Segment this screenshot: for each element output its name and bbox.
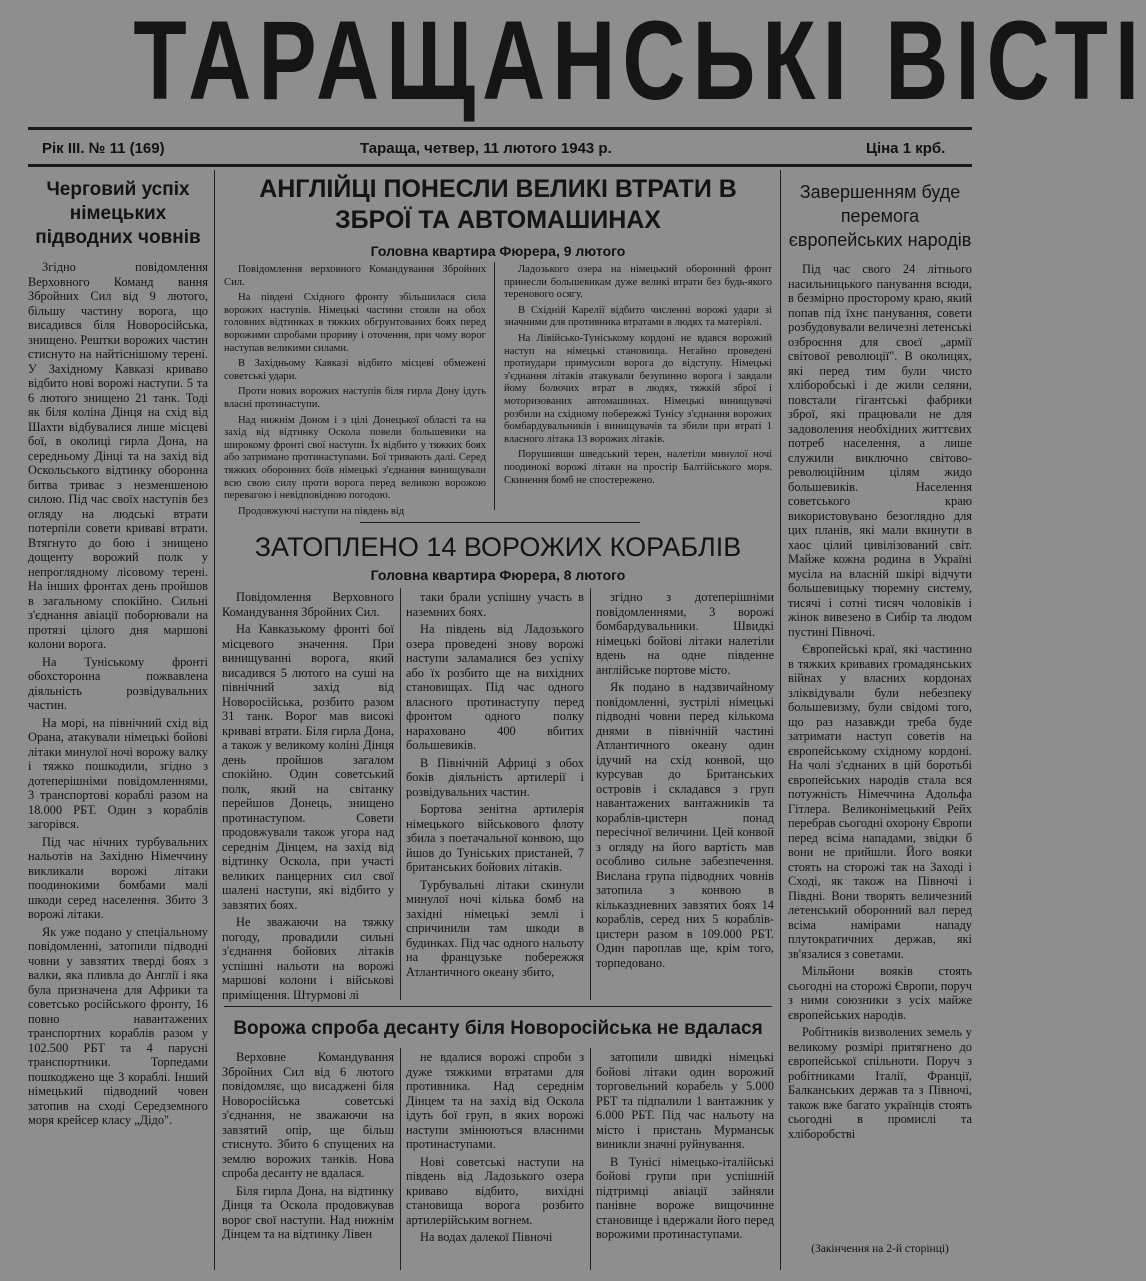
main-article-paragraph: Продовжуючі наступи на південь від <box>238 505 405 517</box>
masthead-rule-top <box>28 127 972 130</box>
column-divider-left <box>214 170 215 1270</box>
ships-article-paragraph: На Кавказькому фронті бої місцевого значення. При винищуванні ворога, який висадився 5 лютого на суші на північний захід від Новоросійська, розбито разом 31 танк. Ворог мав високі криваві втрати. Біля гирла Дона, а також у великому коліні Дінця день пройшов загалом спокійно. Один советський полк, який на світанку перейшов Донець, знищено протинаступом. Совети продовжували також угора над середнім Дінцем, на захід від відтинку Оскола, при участі великих панцерних сил свої шалені наступи, які відбито у завзятих боях. <box>222 622 394 912</box>
ships-article-dateline: Головна квартира Фюрера, 8 лютого <box>370 567 626 583</box>
landing-article-paragraph: Верховне Командування Збройних Сил від 6 лютого повідомляє, що висаджені біля Новоросійська советські з'єднання, не зважаючи на завзятий опір, ще більш стиснуто. Збито 6 спущених на землю ворожих танків. Нова спроба десанту не вдалася. <box>222 1050 394 1180</box>
ships-article-paragraph: згідно з дотеперішніми повідомленнями, 3 ворожі бомбардувальники. Швидкі німецькі бойові літаки налетіли вдень на одне південне англійське портове місто. <box>596 590 774 677</box>
landing-article-paragraph: затопили швидкі німецькі бойові літаки один ворожий торговельний корабель у 5.000 РБТ та підпалили 1 вантажник у 6.000 РБТ. Під час нальоту на місто і пристань Мурманськ виникли значні руйнування. <box>596 1050 774 1151</box>
column-divider-main <box>494 262 495 510</box>
right-article-headline: Завершенням буде перемога європейських народів <box>788 182 972 250</box>
ships-article-paragraph: В Північній Африці з обох боків діяльність артилерії і розвідувальних частин. <box>406 755 584 799</box>
right-article-paragraph: Під час свого 24 літнього насильницького панування всюди, в безмірно просторому краю, який попав під їхнє панування, совети розбудовували величезні летенські озброєння для своєї „армії світової революції". В околицях, які перед тим були чисто хліборобські і де жили селяни, повстали гігантські фабрики зброї, які працювали не для задоволення необхідних життєвих потреб населення, а лише служили виключно світово-революційним цілям жидо большевиків. Населення советського краю використовувано безоглядно для цих планів, які мали вкинути в хаос цілий цивілізований світ. Майже кожна родина в Україні мусіла на власній шкірі відчути большевицьку тюремну систему, тисячі і сотні тисяч чоловіків і жінок вивезено в Сибір та людом пустині Півночі. <box>788 262 972 639</box>
left-article-paragraph: На морі, на північний схід від Орана, атакували німецькі бойові літаки минулої ночі ворожу валку і тяжко пошкодили, згідно з дотеперішніми повідомленнями, 3 транспортові кораблі разом на 18.000 РБТ. Один з кораблів загорівся. <box>28 715 208 831</box>
ships-article-paragraph: Турбувальні літаки скинули минулої ночі кілька бомб на західні німецькі землі і спричинили там шкоди в будинках. Під час одного нальоту на французьке побережжя Атлантичного океану збито, <box>406 877 584 979</box>
landing-article-paragraph: Нові советські наступи на південь від Ладозького озера криваво відбито, вихідні становища ворога розбито артилерійським вогнем. <box>406 1154 584 1227</box>
main-article-headline: АНГЛІЙЦІ ПОНЕСЛИ ВЕЛИКІ ВТРАТИ В ЗБРОЇ ТА АВТОМАШИНАХ <box>259 175 737 234</box>
left-article-paragraph: На Туніському фронті обохсторонна пожвавлена діяльність розвідувальних частин. <box>28 654 208 712</box>
landing-article-paragraph: На водах далекої Півночі <box>420 1230 553 1244</box>
right-article-paragraph: Європейські краї, які частинно в тяжких кривавих громадянських війнах у власних кордонах зліквідували були небезпеку большевизму, були свідомі того, що раз назавжди треба буде затримати наступ советів на європейському східному кордоні. На чолі з'єднаних в цій боротьбі європейських народів стала вся потужність Німеччина Адольфа Гітлера. Великонімецький Рейх перебрав сьогодні охорону Європи перед всіма нападами, звідки б вони не прийшли. Його вояки стоять на сторожі так на Заході і Сході, як також на Півночі і Півдні. Вони творять величезний летенський оборонний вал перед всіма намірами нападу плутократичних держав, які зв'язалися з советами. <box>788 642 973 961</box>
landing-article-headline: Ворожа спроба десанту біля Новоросійська не вдалася <box>233 1018 763 1039</box>
column-divider-ships-1 <box>400 588 401 1000</box>
main-article-paragraph: Повідомлення верховного Командування Збройних Сил. <box>224 264 486 288</box>
left-article-paragraph: Як уже подано у спеціальному повідомленні, затопили підводні човни у завзятих тверді боях з валки, яка пливла до Англії і яка була призначена для Африки та советсько російського фронту, 16 повно навантажених транспортних кораблів разом у 102.500 РБТ та 4 паруснi транспортники. Торпедами пошкоджено ще 3 кораблі. Інший німецький підводний човен затопив на сході Середземного моря крейсер класу „Дідо". <box>28 924 208 1127</box>
landing-article-paragraph: В Тунісі німецько-італійські бойові групи при успішній підтримці авіації зайняли панівне вороже вищочинне становище і вдержали його перед ворожими протинаступами. <box>596 1154 774 1241</box>
main-article-col2 <box>504 264 772 512</box>
left-article-headline: Черговий успіх німецьких підводних човнів <box>35 179 201 248</box>
main-article-dateline: Головна квартира Фюрера, 9 лютого <box>370 243 626 259</box>
main-article-paragraph: Над нижнім Доном і з цілі Донецької області та на захід від відтинку Оскола повели большевики на широкому фронті свої наступи. Їх відбито у тяжких боях або затримано протинаступами. Бої тривають далі. Серед тяжких оборонних боїв німецькі з'єднання винищували всю свою силу проти ворога перед великою ворожою перевагою і невідповідною погодою. <box>224 414 486 502</box>
masthead-rule-bottom <box>28 164 972 167</box>
separator-rule <box>224 1006 772 1007</box>
landing-article-col3 <box>596 1050 774 1272</box>
left-article-paragraph: Під час нічних турбувальних нальотів на Західню Німеччину викликали ворожі літаки поодинокими бомбами малі шкоди серед населення. Збито 3 ворожі літаки. <box>28 834 208 921</box>
place-date: Тараща, четвер, 11 лютого 1943 р. <box>360 140 612 157</box>
masthead-title: ТАРАЩАНСЬКІ ВІСТІ <box>133 0 1146 123</box>
column-divider-landing-1 <box>400 1048 401 1270</box>
ships-article-paragraph: Не зважаючи на тяжку погоду, провадили сильні з'єднання бойових літаків успішні нальоти на ворожі маршові колони і військові приміщення. Штурмові лі <box>222 915 394 1002</box>
right-article-paragraph: Мільйони вояків стоять сьогодні на сторожі Європи, поруч з ними союзники з усіх майже європейських народів. <box>788 964 972 1022</box>
ships-article-paragraph: Бортова зенітна артилерія німецького військового флоту збила з поетачальної конвою, що йшов до Туніських пристаней, 7 британських бойових літаків. <box>406 802 584 874</box>
right-article-body <box>788 262 972 1234</box>
ships-article-col2 <box>406 590 584 1000</box>
left-article-paragraph: Згідно повідомлення Верховного Команд вання Збройних Сил від 9 лютого, більшу частину ворога, що висадився біля Новоросійська, знищено. Рештки ворожих частин стиснуто на найтіснішому терені. У Західному Кавказі криваво відбито нові ворожі наступи. 5 та 6 лютого знищено 21 танк. Тоді як біля коліна Дінця на схід від Шахти відбувалися лише місцеві бої, в околиці гирла Дона, на середньому Дінці та на захід від Оскольського відтинку оборонна битва триває з незменшеною силою. Під час своїх наступів без огляду на людські втрати потерпіли совети криваві втрати. Втягнуто до бою і знищено дощенту ворожий полк у непроглядному лісовому терені. На інших фронтах день пройшов в загальному спокійно. Сильні з'єднання авіації поборювали на протязі цілого дня маршові колони ворога. <box>28 260 208 651</box>
landing-article-col1 <box>222 1050 394 1272</box>
ships-article-headline: ЗАТОПЛЕНО 14 ВОРОЖИХ КОРАБЛІВ <box>254 532 742 562</box>
main-article-paragraph: На Лівійсько-Туніському кордоні не вдався ворожий наступ на німецькі становища. Негайно проведені протиудари примусили ворога до відступу. Німецькі з'єднання літаків атакували безупинно ворога і завдали йому болючих втрат в людях, тяжкій зброї і моторизованих автомашинах. Німецькі винищувачі розбили на східному побережжі Тунісу з'єднання ворожих бомбардувальників і винищувачів та збили при втраті 1 власного літака 13 ворожих літаків. <box>504 332 772 445</box>
column-divider-ships-2 <box>590 588 591 1000</box>
separator-rule <box>360 522 640 523</box>
ships-article-paragraph: таки брали успішну участь в наземних боях. <box>406 590 584 619</box>
column-divider-right <box>780 170 781 1270</box>
main-article-paragraph: Ладозького озера на німецький оборонний фронт принесли большевикам дуже великі втрати без будь-якого теренового осягу. <box>504 264 772 301</box>
ships-article-paragraph: Повідомлення Верховного Командування Збройних Сил. <box>222 590 394 619</box>
main-article-paragraph: Порушивши шведський терен, налетіли минулої ночі поодинокі ворожі літаки на простір Балтійського моря. Скинення бомб не спостережено. <box>504 449 772 486</box>
ships-article-paragraph: Як подано в надзвичайному повідомленні, зустрілі німецькі підводні човни перед кількома днями в північній частині Атлантичного океану один ідучий на схід конвой, що курсував до Британських островів і складався з груп навантажених вантажників та кораблів-цистерн понад пересічної величини. Цей конвой з огляду на його вартість мав особливо сильне забезпечення. Вислана група підводних човнів затопила з конвою в кільказдневних завзятих боях 14 кораблів, серед них 5 кораблів-цистерн разом в 109.000 РБТ. Один пароплав ще, крім того, торпедовано. <box>596 680 774 970</box>
left-article-body <box>28 260 208 1272</box>
main-article-paragraph: Проти нових ворожих наступів біля гирла Дону ідуть власні протинаступи. <box>224 386 486 410</box>
price: Ціна 1 крб. <box>866 140 946 157</box>
main-article-paragraph: В Західньому Кавказі відбито місцеві обмежені советські удари. <box>224 358 486 382</box>
main-article-paragraph: На південі Східного фронту збільшилася сила ворожих наступів. Німецькі частини стояли на обох головних відтинках в тяжких обгрунтованих боях перед ворожими спробами прориву і оточення, при чому ворог наступав великими силами. <box>224 292 486 354</box>
landing-article-paragraph: не вдалися ворожі спроби з дуже тяжкими втратами для противника. Над середнім Дінцем та на захід від Оскола ідуть бої груп, в яких ворожі наступи змінюються власними протинаступами. <box>406 1050 584 1151</box>
landing-article-paragraph: Біля гирла Дона, на відтинку Дінця та Оскола продовжував ворог свої наступи. Над нижнім Дінцем та на відтинку Лівен <box>222 1183 394 1241</box>
column-divider-landing-2 <box>590 1048 591 1270</box>
ships-article-col3 <box>596 590 774 1000</box>
main-article-col1 <box>224 264 486 517</box>
continued-note: (Закінчення на 2-й сторінці) <box>811 1243 949 1255</box>
ships-article-col1 <box>222 590 394 1000</box>
landing-article-col2 <box>406 1050 584 1272</box>
issue-number: Рік III. № 11 (169) <box>42 140 165 157</box>
right-article-paragraph: Робітників визволених земель у великому розмірі притягнено до європейської спільноти. Поруч з робітниками Італії, Франції, Балканських держав та з Півночі, також вже багато українців стоять сьогодні в промислі та хліборобстві <box>788 1025 972 1141</box>
main-article-paragraph: В Східній Карелії відбито численні ворожі удари зі значними для противника втратами в людях та матеріялі. <box>504 304 772 329</box>
ships-article-paragraph: На південь від Ладозького озера проведені знову ворожі наступи заламалися без успіху або їх розбито ще на вихідних становищах. Під час одного власного протинаступу перед фронтом одного полку нараховано 400 вбитих большевиків. <box>406 622 584 752</box>
